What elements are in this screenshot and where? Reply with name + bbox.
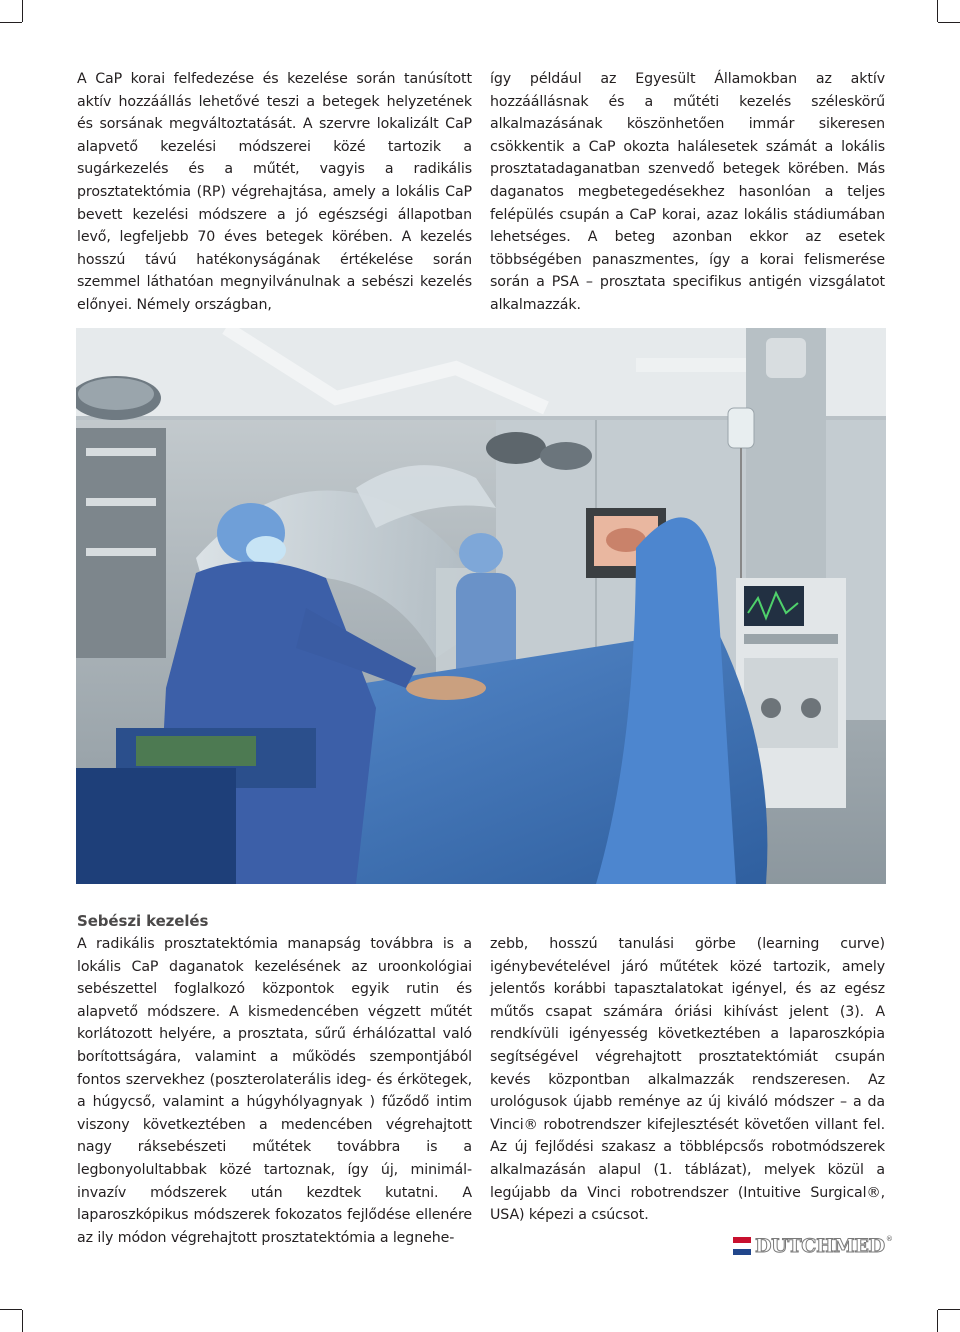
- intro-left-column: [77, 68, 472, 317]
- crop-mark: [22, 0, 23, 22]
- logo-text: DUTCHMED: [755, 1235, 885, 1257]
- intro-paragraph-left: A CaP korai felfedezése és kezelése során tanúsított aktív hozzáállás lehetővé teszi a betegek helyzetének és sorsának megváltoztatását. A szervre lokalizált CaP alapvető kezelési módszerei közé tartozik a sugárkezelés és a műtét, vagyis a radikális prosztatektómia (RP) végrehajtása, amely a lokális CaP bevett kezelési módszere a jó egészségi állapotban levő, legfeljebb 70 éves betegek körében. A kezelés hosszú távú hatékonyságának értékelése során szemmel láthatóan megnyilvánulnak a sebészi kezelés előnyei. Némely országban,: [77, 71, 472, 313]
- crop-mark: [0, 1309, 22, 1310]
- crop-mark: [938, 22, 960, 23]
- crop-mark: [938, 1309, 960, 1310]
- crop-mark: [937, 1310, 938, 1332]
- crop-mark: [22, 1310, 23, 1332]
- surgery-left-column: [77, 910, 472, 1249]
- intro-paragraph-right: így például az Egyesült Államokban az aktív hozzáállásnak és a műtéti kezelés széleskörű alkalmazásának köszönhetően immár sikeresen csökkentik a CaP okozta halálesetek számát a lokális prosztatadaganatban szenvedő betegek körében. Más daganatos megbetegedésekhez hasonlóan a teljes felépülés csupán a CaP korai, azaz lokális stádiumában lehetséges. A beteg azonban ekkor az esetek többségében panaszmentes, így a korai felismerése során a PSA – prosztata specifikus antigén vizsgálatot alkalmazzák.: [490, 71, 885, 313]
- dutch-flag-icon: [733, 1237, 751, 1255]
- surgery-paragraph-right: zebb, hosszú tanulási görbe (learning curve) igénybevételével járó műtétek közé tartozik, amely jelentős korábbi tapasztalatokat igényel, és az egész műtős csapat számára óriási kihívást jelent (3). A rendkívüli igényesség következtében a laparoszkópia segítségével végrehajtott prosztatektómiát csupán kevés központban alkalmazzák rendszeresen. Az urológusok újabb reménye az új kiváló módszer – a da Vinci® robotrendszer kifejlesztését követően villant fel. Az új fejlődési szakasz a többlépcsős robotmódszerek alkalmazásán alapul (1. táblázat), melyek közül a legújabb da Vinci robotrendszer (Intuitive Surgical®, USA) képezi a csúcsot.: [490, 936, 885, 1224]
- surgery-right-column: [490, 933, 885, 1227]
- dutchmed-logo: [733, 1235, 893, 1257]
- registered-mark: ®: [885, 1235, 893, 1243]
- operating-room-photo: [76, 328, 886, 884]
- intro-right-column: [490, 68, 885, 317]
- crop-mark: [937, 0, 938, 22]
- surgery-paragraph-left: A radikális prosztatektómia manapság továbbra is a lokális CaP daganatok kezelésének az uroonkológiai sebészettel foglalkozó központok egyik rutin és alapvető módszere. A kismedencében végzett műtét korlátozott helyére, a prosztata, sűrű érhálózattal való borítottságára, valamint a működés szempontjából fontos szervekhez (poszterolaterális ideg- és érkötegek, a húgycső, valamint a húgyhólyagnyak ) fűződő intim viszony következtében a medencében végrehajtott nagy ráksebészeti műtétek továbbra is a legbonyolultabbak közé tartoznak, így új, minimál-invazív módszerek után kezdtek kutatni. A laparoszkópikus módszerek fokozatos fejlődése ellenére az ily módon végrehajtott prosztatektómia a legnehe-: [77, 936, 472, 1246]
- section-heading: Sebészi kezelés: [77, 912, 209, 930]
- crop-mark: [0, 22, 22, 23]
- flag-stripe-blue: [733, 1249, 751, 1255]
